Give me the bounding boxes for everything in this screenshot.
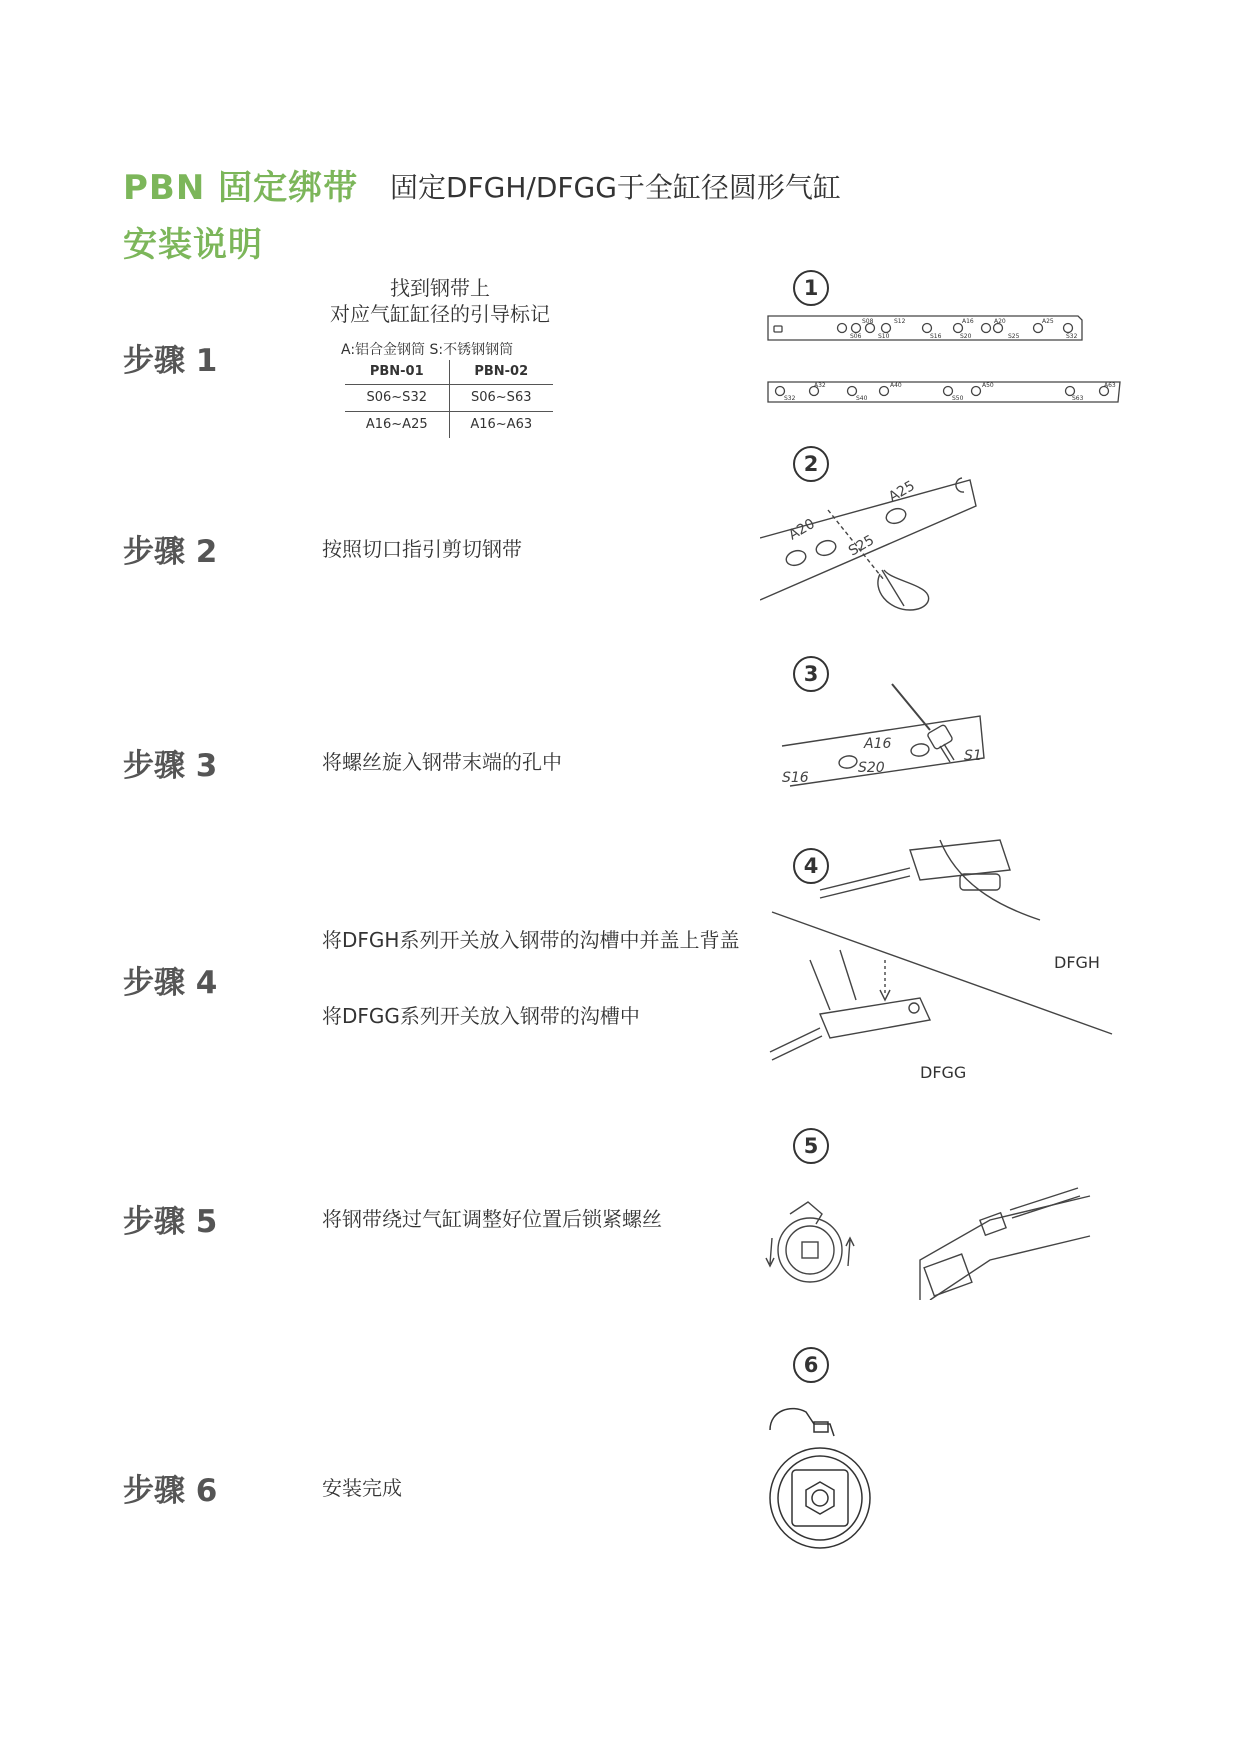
strip-label: A63: [1104, 382, 1116, 389]
strip-label: A16: [962, 318, 974, 325]
table-row: [345, 411, 553, 438]
table-cell: A16~A25: [345, 411, 449, 438]
table-header: PBN-02: [474, 364, 529, 380]
doc-subtitle: 固定DFGH/DFGG于全缸径圆形气缸: [390, 171, 841, 204]
table-cell: S06~S32: [345, 384, 449, 411]
dfgh-cover: [960, 874, 1000, 890]
step-3-screw-illustration: [780, 680, 990, 800]
strip-label: S50: [952, 395, 964, 402]
table-cell: S06~S63: [449, 384, 553, 411]
strip-label: S06: [850, 333, 862, 340]
dfgg-label: DFGG: [920, 1063, 967, 1082]
step-3-text: 将螺丝旋入钢带末端的孔中: [322, 750, 562, 774]
strip-label: S20: [960, 333, 972, 340]
strip-label: A40: [890, 382, 902, 389]
screw-label: S1: [964, 748, 982, 764]
step-2-text: 按照切口指引剪切钢带: [322, 537, 522, 561]
strip-label: S32: [784, 395, 796, 402]
band-left: [810, 960, 830, 1010]
band-curve: [940, 840, 1040, 920]
hex-center: [802, 1242, 818, 1258]
step-1-badge: 1: [793, 270, 829, 306]
cylinder-body-bottom: [930, 1236, 1090, 1300]
strip-label: S40: [856, 395, 868, 402]
strip-label: S63: [1072, 395, 1084, 402]
step-4-switch-illustration: [760, 830, 1120, 1090]
strip-label: A25: [1042, 318, 1054, 325]
strip-label: S12: [894, 318, 906, 325]
screw-label: A16: [864, 736, 892, 752]
table-row: [345, 384, 553, 411]
step-6-label: 步骤 6: [123, 1473, 218, 1509]
strip-label: S25: [1008, 333, 1020, 340]
step-4-label: 步骤 4: [123, 965, 218, 1001]
step-1-heading-line2: 对应气缸缸径的引导标记: [330, 302, 550, 326]
step-4-text2: 将DFGG系列开关放入钢带的沟槽中: [322, 1004, 640, 1028]
step-5-badge: 5: [793, 1128, 829, 1164]
strip-label: S32: [1066, 333, 1078, 340]
strip-label: S10: [878, 333, 890, 340]
hex-nut: [806, 1482, 834, 1514]
cylinder-end: [778, 1218, 842, 1282]
strip-slot: [774, 326, 782, 332]
step-5-text: 将钢带绕过气缸调整好位置后锁紧螺丝: [322, 1207, 662, 1231]
clamp-top: [790, 1202, 822, 1224]
strip-top: [768, 316, 1082, 340]
doc-title-line2: 安装说明: [123, 225, 263, 265]
step-1-legend: A:铝合金钢筒 S:不锈钢钢筒: [341, 342, 514, 358]
step-6-complete-illustration: [762, 1400, 882, 1550]
strip-label: A32: [814, 382, 826, 389]
cylinder-body-top: [920, 1196, 1090, 1300]
dfgg-switch-body: [820, 998, 930, 1038]
screw-label: S16: [782, 770, 809, 786]
cylinder-outer: [770, 1448, 870, 1548]
step-3-badge: 3: [793, 656, 829, 692]
step-2-cut-illustration: [760, 470, 990, 620]
step-1-label: 步骤 1: [123, 343, 218, 379]
strip-label: A20: [994, 318, 1006, 325]
step-1-heading-line1: 找到钢带上: [390, 276, 490, 300]
strip-label: S08: [862, 318, 874, 325]
step-2-label: 步骤 2: [123, 534, 218, 570]
end-plate: [792, 1470, 848, 1526]
step-5-label: 步骤 5: [123, 1204, 218, 1240]
cut-label: A20: [786, 515, 818, 544]
step-1-table: [345, 360, 553, 438]
step-4-text: 将DFGH系列开关放入钢带的沟槽中并盖上背盖: [322, 928, 740, 952]
screw-label: S20: [858, 760, 885, 776]
strip-label: S16: [930, 333, 942, 340]
rotate-arrow-right: [846, 1238, 854, 1266]
table-header: PBN-01: [345, 360, 449, 384]
step-6-badge: 6: [793, 1347, 829, 1383]
divider-line: [772, 912, 1112, 1034]
step-1-strips-illustration: [760, 312, 1130, 412]
step-6-text: 安装完成: [322, 1476, 402, 1500]
screwdriver-shaft: [892, 684, 930, 730]
cylinder-cap: [924, 1254, 972, 1296]
step-1-heading: [300, 275, 580, 327]
step-2-badge: 2: [793, 446, 829, 482]
cut-label: A25: [886, 477, 918, 506]
step-5-tighten-illustration: [760, 1180, 1100, 1300]
table-cell: A16~A63: [449, 411, 553, 438]
strip-label: A50: [982, 382, 994, 389]
cut-label: S25: [846, 532, 878, 560]
dfgh-label: DFGH: [1054, 953, 1100, 972]
screw-head: [927, 724, 953, 750]
step-3-label: 步骤 3: [123, 748, 218, 784]
rotate-arrow-left: [766, 1238, 774, 1266]
doc-title: PBN 固定绑带: [123, 168, 359, 208]
step-4-badge: 4: [793, 848, 829, 884]
